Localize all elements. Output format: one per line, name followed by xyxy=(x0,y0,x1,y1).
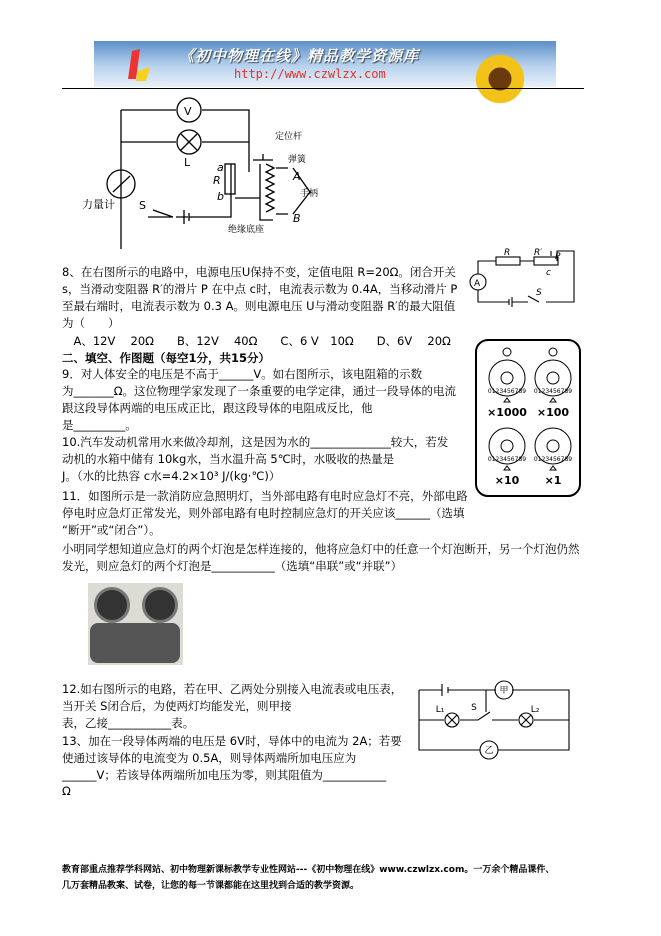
dial-digits: 0123456789 xyxy=(533,388,573,395)
fixed-resistor-label: R xyxy=(504,248,511,258)
dial-multiplier: ×1000 xyxy=(487,406,527,419)
q11-line: “断开”或“闭合”）。 xyxy=(62,523,161,537)
q10-line: J。（水的比热容 c水=4.2×10³ J/(kg·℃)） xyxy=(62,469,281,483)
meter-label: 力量计 xyxy=(82,198,115,211)
dial-multiplier: ×1 xyxy=(544,474,562,487)
B-label: B xyxy=(293,212,301,225)
banner-url[interactable]: http://www.czwlzx.com xyxy=(234,67,386,81)
lamp1-label: L₁ xyxy=(435,705,445,715)
q10-line: 10.汽车发动机常用水来做冷却剂，这是因为水的______________较大，若发 xyxy=(62,435,449,449)
sliding-rheostat-circuit-diagram xyxy=(466,246,581,324)
slider-label: P xyxy=(555,252,561,262)
header-divider xyxy=(62,88,584,89)
q12-line: 12.如右图所示的电路，若在甲、乙两处分别接入电流表或电压表， xyxy=(62,682,403,696)
q13-line: 使通过该导体的电流变为 0.5A，则导体两端所加电压应为 xyxy=(62,751,357,765)
site-logo-icon xyxy=(126,49,152,83)
ammeter-label: A xyxy=(474,279,481,289)
dial-digits: 0123456789 xyxy=(533,456,573,463)
two-lamp-circuit-diagram xyxy=(414,680,574,764)
footer-line: 教育部重点推荐学科网站、初中物理新课标教学专业性网站---《初中物理在线》www.czwlzx.com。一万余个精品课件、 xyxy=(62,865,555,875)
q8-line: s，当滑动变阻器 R′的滑片 P 在中点 c时，电流表示数为 0.4A，当移动滑片 P xyxy=(62,282,458,296)
section-heading: 二、填空、作图题（每空1分，共15分） xyxy=(62,351,271,365)
switch-label: S xyxy=(471,703,477,713)
banner-title: 《初中物理在线》精品教学资源库 xyxy=(179,47,420,65)
q13-line: ______V；若该导体两端所加电压为零，则其阻值为___________ xyxy=(62,768,387,782)
footer-line: 几万套精品教案、试卷，让您的每一节课都能在这里找到合适的教学资源。 xyxy=(62,881,360,891)
dial-digits: 0123456789 xyxy=(487,388,527,395)
rod-label: 定位杆 xyxy=(275,132,303,142)
switch-label: S xyxy=(139,199,146,212)
yi-meter-label: 乙 xyxy=(484,746,494,756)
b-label: b xyxy=(217,190,224,203)
header-banner xyxy=(94,41,556,87)
midpoint-label: c xyxy=(546,268,551,278)
dial-multiplier: ×10 xyxy=(494,474,520,487)
q9-line: 是_________。 xyxy=(62,418,137,432)
rheostat-label: R′ xyxy=(534,248,543,258)
dial-digits: 0123456789 xyxy=(487,456,527,463)
voltmeter-label: V xyxy=(184,105,192,118)
dial-multiplier: ×100 xyxy=(536,406,570,419)
q9-line: 9．对人体安全的电压是不高于______V。如右图所示，该电阻箱的示数 xyxy=(62,367,423,381)
r-label: R xyxy=(213,174,221,187)
handle-label: 手柄 xyxy=(300,189,319,199)
q13-line: 13、加在一段导体两端的电压是 6V时，导体中的电流为 2A；若要 xyxy=(62,734,402,748)
q9-line: 为_______Ω。这位物理学家发现了一条重要的电学定律，通过一段导体的电流 xyxy=(62,384,457,398)
q9-line: 跟这段导体两端的电压成正比，跟这段导体的电阻成反比，他 xyxy=(62,401,373,415)
a-label: a xyxy=(217,161,224,174)
emergency-light-photo xyxy=(88,583,183,665)
switch-label: S xyxy=(536,288,542,298)
q13-line: Ω xyxy=(62,784,71,798)
force-meter-circuit-diagram xyxy=(82,92,350,252)
base-label: 绝缘底座 xyxy=(228,225,265,235)
q11-line: 小明同学想知道应急灯的两个灯泡是怎样连接的，他将应急灯中的任意一个灯泡断开，另一个灯泡仍然 xyxy=(62,542,580,556)
q11-line: 停电时应急灯正常发光，则外部电路有电时控制应急灯的开关应该______（选填 xyxy=(62,506,465,520)
sunflower-image xyxy=(472,51,528,107)
q11-line: 发光，则应急灯的两个灯泡是___________（选填“串联”或“并联”） xyxy=(62,559,403,573)
resistance-box-diagram xyxy=(474,338,584,500)
q12-line: 当开关 S闭合后，为使两灯均能发光，则甲接 xyxy=(62,699,292,713)
q12-line: 表，乙接___________表。 xyxy=(62,716,195,730)
lamp2-label: L₂ xyxy=(530,705,540,715)
q8-options: A、12V 20Ω B、12V 40Ω C、6 V 10Ω D、6V 20Ω xyxy=(62,334,451,348)
jia-meter-label: 甲 xyxy=(499,686,509,696)
lamp-label: L xyxy=(184,156,191,169)
A-label: A xyxy=(293,170,301,183)
spring-label: 弹簧 xyxy=(288,155,307,165)
q8-line: 8、在右图所示的电路中，电源电压U保持不变，定值电阻 R=20Ω。闭合开关 xyxy=(62,265,456,279)
q10-line: 动机的水箱中储有 10kg水，当水温升高 5℃时，水吸收的热量是 xyxy=(62,452,395,466)
q11-line: 11．如图所示是一款消防应急照明灯，当外部电路有电时应急灯不亮，外部电路 xyxy=(62,489,468,503)
q8-line: 至最右端时，电流表示数为 0.3 A。则电源电压 U与滑动变阻器 R′的最大阻值 xyxy=(62,299,456,313)
q8-line: 为（ ） xyxy=(62,316,120,330)
